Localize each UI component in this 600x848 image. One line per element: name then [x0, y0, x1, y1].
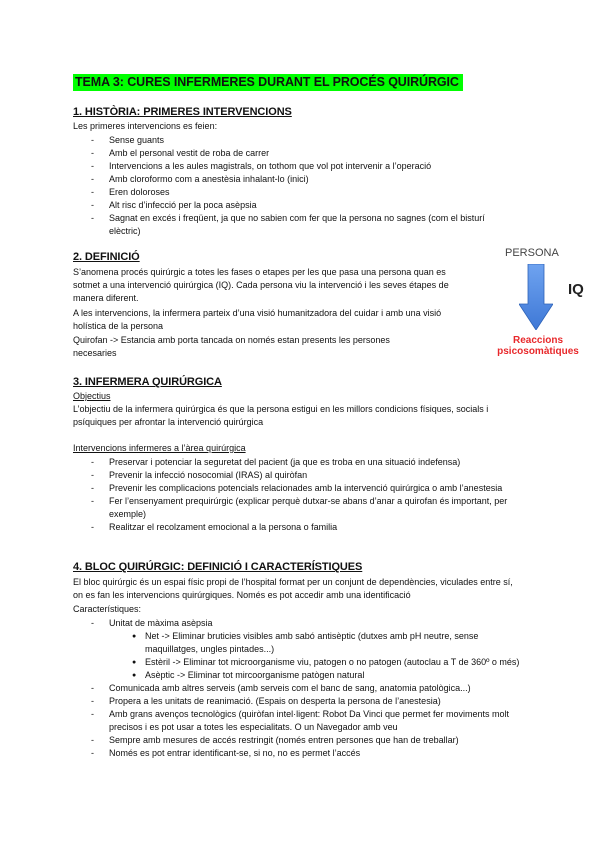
section-4-paragraph: El bloc quirúrgic és un espai físic propi de l’hospital format per un conjunt de dependències, viculades entre sí, on es fan les intervencions quirúrgiques. Només es pot accedir amb una identificació — [73, 577, 513, 600]
diagram-iq-label: IQ — [568, 281, 584, 298]
list-item: - Alt risc d’infecció per la poca asèpsia — [73, 199, 513, 212]
list-item: - Sense guants — [73, 134, 513, 147]
list-item: - Intervencions a les aules magistrals, on tothom que vol pot intervenir a l’operació — [73, 160, 513, 173]
section-3-paragraph: L’objectiu de la infermera quirúrgica és que la persona estigui en les millors condicions físiques, socials i psíquiques per afrontar la intervenció quirúrgica — [73, 404, 489, 427]
list-item — [73, 617, 523, 682]
section-4-sublist — [127, 630, 523, 682]
sublist-item: ● Net -> Eliminar bruticies visibles amb sabó antisèptic (dutxes amb pH neutre, sense maquillatges, ungles pintades...) — [127, 630, 523, 656]
list-item: - Sempre amb mesures de accés restringit (només entren persones que han de treballar) — [73, 734, 523, 747]
list-item: - Comunicada amb altres serveis (amb serveis com el banc de sang, anatomia patològica...) — [73, 682, 523, 695]
section-4-caracteristiques-label: Característiques: — [73, 604, 142, 614]
diagram-reaccions-line-1: Reaccions — [512, 335, 564, 346]
section-3-heading: 3. INFERMERA QUIRÚRGICA — [73, 376, 222, 388]
list-item: - Preservar i potenciar la seguretat del pacient (ja que es troba en una situació indefensa) — [73, 456, 513, 469]
diagram-reaccions-line-2: psicosomàtiques — [497, 346, 579, 357]
list-item: - Sagnat en excés i freqüent, ja que no sabien com fer que la persona no sagnes (com el bisturí elèctric) — [73, 212, 513, 238]
down-arrow-icon — [519, 264, 553, 330]
section-2-heading: 2. DEFINICIÓ — [73, 251, 140, 263]
section-3-subheading-intervencions: Intervencions infermeres a l’àrea quirúrgica — [73, 443, 246, 453]
section-4-list — [73, 617, 523, 760]
diagram-reaccions-label — [485, 335, 591, 357]
list-item: - Prevenir la infecció nosocomial (IRAS) al quiròfan — [73, 469, 513, 482]
section-1-heading: 1. HISTÒRIA: PRIMERES INTERVENCIONS — [73, 106, 292, 118]
section-3-list — [73, 456, 513, 534]
section-3-subheading-objectius: Objectius — [73, 391, 111, 401]
section-1-intro: Les primeres intervencions es feien: — [73, 121, 218, 131]
list-item: - Amb cloroformo com a anestèsia inhalant-lo (inici) — [73, 173, 513, 186]
list-item: - Prevenir les complicacions potencials relacionades amb la intervenció quirúrgica o amb l’anestesia — [73, 482, 513, 495]
list-item: - Amb el personal vestit de roba de carrer — [73, 147, 513, 160]
list-item: - Eren doloroses — [73, 186, 513, 199]
diagram-persona-label: PERSONA — [505, 247, 559, 259]
section-2-paragraph-3: Quirofan -> Estancia amb porta tancada on només estan presents les persones necesaries — [73, 335, 390, 358]
list-item: - Amb grans avenços tecnològics (quiròfan intel·ligent: Robot Da Vinci que permet fer moviments molt precisos i es pot usar a totes les especialitats. O un Navegador amb veu — [73, 708, 523, 734]
section-2-paragraph-1: S’anomena procés quirúrgic a totes les fases o etapes per les que pasa una persona quan es sotmet a una intervenció quirúrgica (IQ). Cada persona viu la intervenció i les seves étapes de manera diferent. — [73, 267, 449, 303]
sublist-item: ● Asèptic -> Eliminar tot mircoorganisme patògen natural — [127, 669, 523, 682]
page-title: TEMA 3: CURES INFERMERES DURANT EL PROCÉS QUIRÚRGIC — [73, 74, 463, 91]
list-item: - Fer l’ensenyament prequirúrgic (explicar perquè dutxar-se abans d’anar a quirofan és important, per exemple) — [73, 495, 513, 521]
section-4-heading: 4. BLOC QUIRÚRGIC: DEFINICIÓ I CARACTERÍSTIQUES — [73, 561, 363, 573]
list-item: - Realitzar el recolzament emocional a la persona o familia — [73, 521, 513, 534]
list-item: - Propera a les unitats de reanimació. (Espais on desperta la persona de l’anestesia) — [73, 695, 523, 708]
section-2-paragraph-2: A les intervencions, la infermera parteix d’una visió humanitzadora del cuidar i amb una visió holística de la persona — [73, 308, 442, 331]
section-1-list — [73, 134, 513, 238]
list-item-text: Unitat de màxima asèpsia — [109, 618, 213, 628]
sublist-item: ● Estèril -> Eliminar tot microorganisme viu, patogen o no patogen (autoclau a T de 360º o més) — [127, 656, 523, 669]
list-item: - Només es pot entrar identificant-se, si no, no es permet l’accés — [73, 747, 523, 760]
